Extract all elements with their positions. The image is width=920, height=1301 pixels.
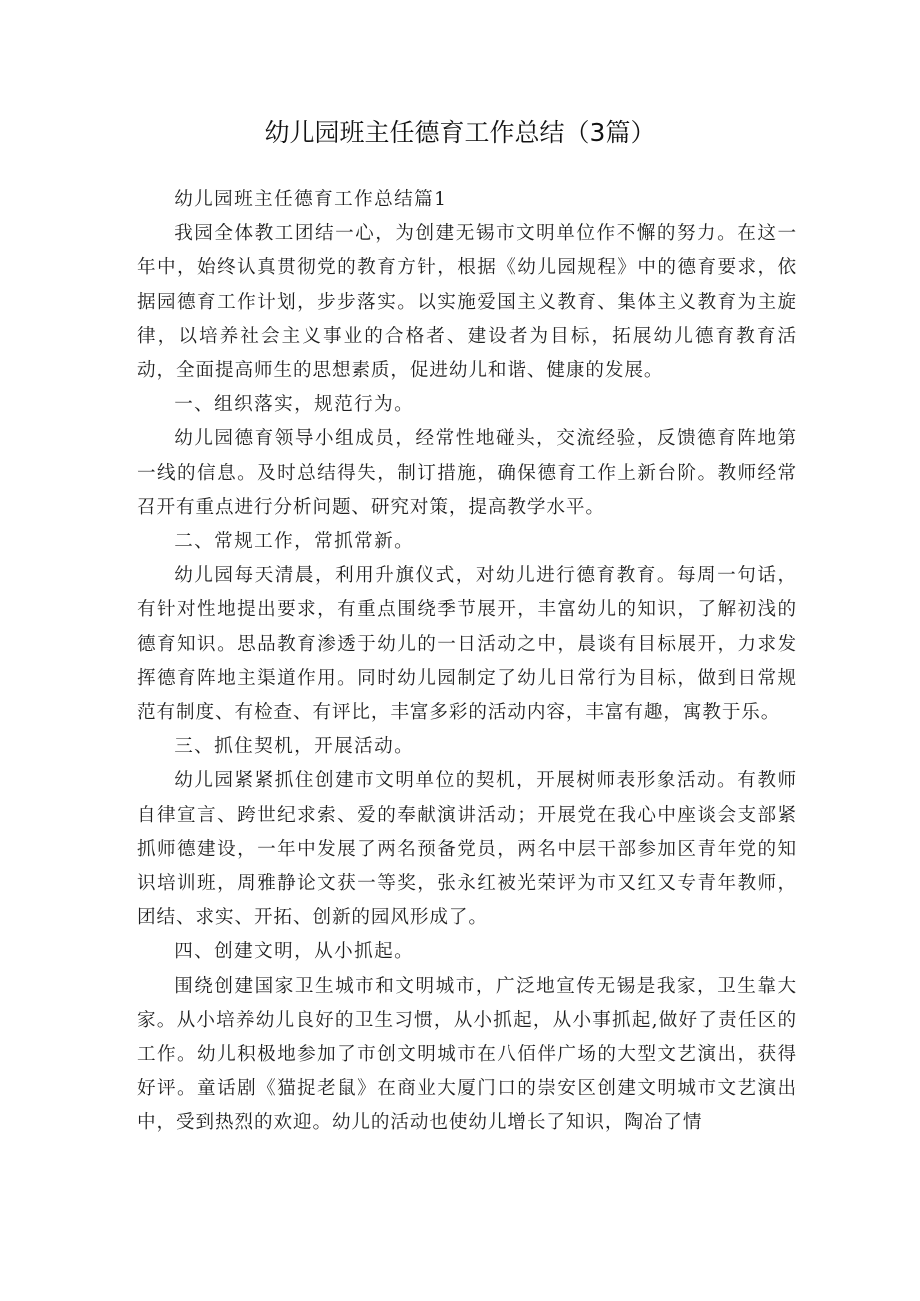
document-title: 幼儿园班主任德育工作总结（3篇） <box>264 118 656 147</box>
paragraph-section-3: 幼儿园紧紧抓住创建市文明单位的契机，开展树师表形象活动。有教师自律宣言、跨世纪求索、爱的奉献演讲活动；开展党在我心中座谈会支部紧抓师德建设，一年中发展了两名预备党员，两名中层干部参加区青年党的知识培训班，周雅静论文获一等奖，张永红被光荣评为市又红又专青年教师，团结、求实、开拓、创新的园风形成了。 <box>137 770 797 929</box>
paragraph-section-4: 围绕创建国家卫生城市和文明城市，广泛地宣传无锡是我家，卫生靠大家。从小培养幼儿良好的卫生习惯，从小抓起，从小事抓起,做好了责任区的工作。幼儿积极地参加了市创文明城市在八佰伴广场的大型文艺演出，获得好评。童话剧《猫捉老鼠》在商业大厦门口的崇安区创建文明城市文艺演出中，受到热烈的欢迎。幼儿的活动也使幼儿增长了知识，陶冶了情 <box>137 975 797 1134</box>
section-subtitle: 幼儿园班主任德育工作总结篇1 <box>174 189 448 210</box>
section-heading-2: 二、常规工作，常抓常新。 <box>174 531 415 553</box>
section-heading-4: 四、创建文明，从小抓起。 <box>174 941 415 963</box>
paragraph-intro: 我园全体教工团结一心，为创建无锡市文明单位作不懈的努力。在这一年中，始终认真贯彻党的教育方针，根据《幼儿园规程》中的德育要求，依据园德育工作计划，步步落实。以实施爱国主义教育、集体主义教育为主旋律，以培养社会主义事业的合格者、建设者为目标，拓展幼儿德育教育活动，全面提高师生的思想素质，促进幼儿和谐、健康的发展。 <box>137 223 797 382</box>
section-heading-3: 三、抓住契机，开展活动。 <box>174 736 415 758</box>
paragraph-section-2: 幼儿园每天清晨，利用升旗仪式，对幼儿进行德育教育。每周一句话，有针对性地提出要求，有重点围绕季节展开，丰富幼儿的知识，了解初浅的德育知识。思品教育渗透于幼儿的一日活动之中，晨谈有目标展开，力求发挥德育阵地主渠道作用。同时幼儿园制定了幼儿日常行为目标，做到日常规范有制度、有检查、有评比，丰富多彩的活动内容，丰富有趣，寓教于乐。 <box>137 565 797 724</box>
paragraph-section-1: 幼儿园德育领导小组成员，经常性地碰头，交流经验，反馈德育阵地第一线的信息。及时总结得失，制订措施，确保德育工作上新台阶。教师经常召开有重点进行分析问题、研究对策，提高教学水平。 <box>137 428 797 518</box>
document-body <box>137 183 797 1141</box>
section-heading-1: 一、组织落实，规范行为。 <box>174 394 415 416</box>
